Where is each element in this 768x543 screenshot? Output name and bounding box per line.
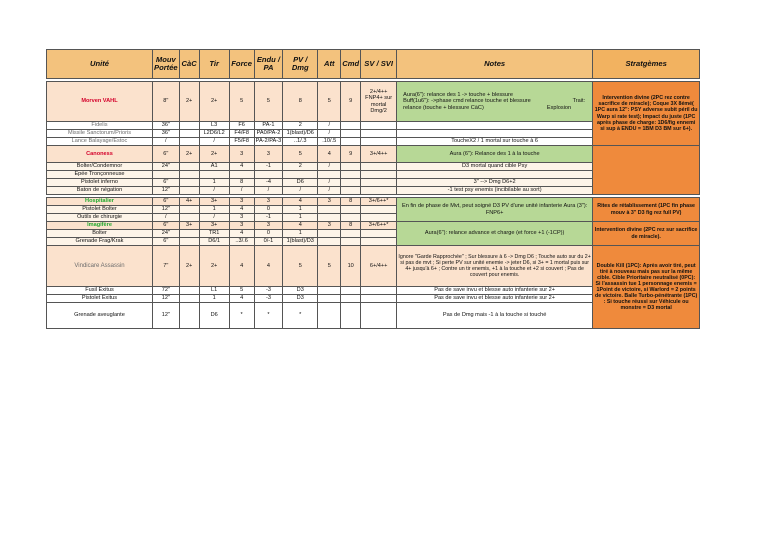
unit-notes: En fin de phase de Mvt, peut soigné D3 PV d'une unité infanterie Aura (3"): FNP6+ xyxy=(397,198,593,222)
stat-tir: 3+ xyxy=(199,222,229,230)
weapon-pv: ..1/.3 xyxy=(283,138,318,146)
header-cmd: Cmd xyxy=(341,50,361,79)
weapon-mouv: 36" xyxy=(153,122,180,130)
weapon-name: Grenade aveuglante xyxy=(47,303,153,329)
weapon-cmd xyxy=(341,287,361,295)
weapon-name: Baton de négation xyxy=(47,187,153,195)
weapon-sv xyxy=(361,303,397,329)
weapon-endu xyxy=(254,171,283,179)
unit-name: Canoness xyxy=(47,146,153,163)
unit-row-vindicare xyxy=(47,246,700,287)
weapon-cac xyxy=(179,187,199,195)
weapon-cac xyxy=(179,230,199,238)
weapon-name: Pistolet Exitus xyxy=(47,295,153,303)
weapon-endu: PA-2/PA-3 xyxy=(255,138,282,145)
weapon-att xyxy=(318,238,341,246)
stat-att: 4 xyxy=(318,146,341,163)
weapon-mouv: 12" xyxy=(153,303,180,329)
weapon-tir: 1 xyxy=(199,179,229,187)
stat-att: 5 xyxy=(318,82,341,122)
weapon-pv: * xyxy=(283,303,318,329)
weapon-cmd xyxy=(341,187,361,195)
weapon-name: Pistolet inferno xyxy=(47,179,153,187)
weapon-mouv: 6" xyxy=(153,238,180,246)
weapon-att: / xyxy=(318,187,341,195)
stat-att: 3 xyxy=(318,198,341,206)
stat-sv: 2+/4++ FNP4+ sur mortal Dmg/2 xyxy=(361,82,397,122)
weapon-name: Fusil Exitus xyxy=(47,287,153,295)
weapon-cmd xyxy=(341,238,361,246)
weapon-name: Lance Balayage/Estoc xyxy=(47,138,153,146)
weapon-cmd xyxy=(341,138,361,146)
weapon-mouv: / xyxy=(153,138,180,146)
stat-cac: 2+ xyxy=(179,246,199,287)
notes-text: Buff(1u6"): ->phase cmd relance touche et blessure xyxy=(403,98,531,105)
weapon-cac xyxy=(179,287,199,295)
stat-cac: 4+ xyxy=(179,198,199,206)
stat-pv: 8 xyxy=(283,82,318,122)
unit-notes: Aura (6"): Relance des 1 à la touche xyxy=(397,146,593,163)
weapon-endu: * xyxy=(254,303,283,329)
unit-row-canoness xyxy=(47,146,700,163)
header-cac: CàC xyxy=(179,50,199,79)
weapon-pv: / xyxy=(283,187,318,195)
weapon-name: Missile Sanctorum/Prioris xyxy=(47,130,153,138)
weapon-sv xyxy=(361,122,397,130)
stat-pv: 4 xyxy=(283,222,318,230)
weapon-mouv: 72" xyxy=(153,287,180,295)
notes-explosion: Explosion xyxy=(546,104,572,111)
weapon-cac xyxy=(179,138,199,146)
weapon-name: Grenade Frag/Krak xyxy=(47,238,153,246)
unit-notes: Ignore "Garde Rapprochée" ; Sur blessure à 6 -> Dmg D6 ; Touche auto sur du 2+ si pas de mvt ; Si perte PV sur unité enemie -> jeter D6, si 3+ = 1 mortal puis sur 4+ jusqu'à 6+ ; Contre un tir enemis, +1 à la touche et +2 si couvert ; Pas de couvert pour enemis. xyxy=(397,246,593,287)
stat-sv: 3+/4++ xyxy=(361,146,397,163)
stat-pv: 4 xyxy=(283,198,318,206)
weapon-notes: Pas de Dmg mais -1 à la touche si touché xyxy=(397,303,593,329)
stat-cmd: 8 xyxy=(341,222,361,230)
weapon-force: 4 xyxy=(229,295,254,303)
weapon-pv: D3 xyxy=(283,287,318,295)
weapon-cac xyxy=(179,206,199,214)
weapon-sv xyxy=(361,214,397,222)
header-strat: Stratgèmes xyxy=(593,50,700,79)
stat-cac: 3+ xyxy=(179,222,199,230)
weapon-cac xyxy=(179,171,199,179)
stat-att: 5 xyxy=(318,246,341,287)
weapon-mouv: 6" xyxy=(153,179,180,187)
weapon-cac xyxy=(179,122,199,130)
header-endu: Endu / PA xyxy=(254,50,283,79)
weapon-tir: / xyxy=(199,187,229,195)
weapon-endu: 0 xyxy=(254,206,283,214)
stat-cac: 2+ xyxy=(179,82,199,122)
weapon-notes: 3" --> Dmg D6+2 xyxy=(397,179,593,187)
unit-row-imagifere xyxy=(47,222,700,230)
stat-tir: 3+ xyxy=(199,198,229,206)
weapon-endu: PA0/PA-2 xyxy=(254,130,283,138)
unit-name: Imagifère xyxy=(47,222,153,230)
weapon-att: / xyxy=(318,163,341,171)
weapon-cmd xyxy=(341,122,361,130)
stat-force: 4 xyxy=(229,246,254,287)
weapon-cac xyxy=(179,295,199,303)
stat-tir: 2+ xyxy=(199,82,229,122)
weapon-mouv: 12" xyxy=(153,187,180,195)
weapon-cac xyxy=(179,238,199,246)
weapon-force: 8 xyxy=(229,179,254,187)
weapon-att: / xyxy=(318,130,341,138)
stat-cmd: 10 xyxy=(341,246,361,287)
weapon-notes xyxy=(397,171,593,179)
stat-cmd: 9 xyxy=(341,146,361,163)
unit-row-hospitalier xyxy=(47,198,700,206)
weapon-notes: Pas de save invu et blesse auto infanterie sur 2+ xyxy=(397,287,593,295)
notes-trait: Trait: xyxy=(572,98,586,105)
unit-strat: Intervention divine (2PC rez sur sacrifice de miracle). xyxy=(593,222,700,246)
weapon-endu: 0 xyxy=(254,230,283,238)
stat-pv: 5 xyxy=(283,146,318,163)
weapon-sv xyxy=(361,238,397,246)
weapon-notes: ToucheX2 / 1 mortal sur touche à 6 xyxy=(397,138,593,146)
weapon-att: .10/.5 xyxy=(318,138,341,146)
weapon-cac xyxy=(179,163,199,171)
unit-notes: Aura(6"): relance advance et charge (et force +1 (-1CP)) xyxy=(397,222,593,246)
weapon-sv xyxy=(361,206,397,214)
stat-sv: 3+/6++* xyxy=(361,222,397,230)
weapon-tir: D6/1 xyxy=(199,238,229,246)
weapon-cmd xyxy=(341,230,361,238)
header-force: Force xyxy=(229,50,254,79)
weapon-notes xyxy=(397,122,593,130)
weapon-pv: 2 xyxy=(283,163,318,171)
stat-mouv: 6" xyxy=(153,222,180,230)
weapon-force: F6 xyxy=(229,122,254,130)
stat-force: 3 xyxy=(229,198,254,206)
stat-cmd: 8 xyxy=(341,198,361,206)
weapon-att xyxy=(318,295,341,303)
weapon-force: 4 xyxy=(229,163,254,171)
weapon-force: 3 xyxy=(229,214,254,222)
stat-cmd: 9 xyxy=(341,82,361,122)
weapon-mouv: 24" xyxy=(153,230,180,238)
stat-endu: 3 xyxy=(254,146,283,163)
weapon-cmd xyxy=(341,163,361,171)
weapon-force: F5/F8 xyxy=(229,138,254,146)
weapon-notes xyxy=(397,130,593,138)
weapon-sv xyxy=(361,187,397,195)
weapon-cmd xyxy=(341,130,361,138)
weapon-endu: -1 xyxy=(254,163,283,171)
weapon-endu: -4 xyxy=(254,179,283,187)
unit-strat-empty xyxy=(593,146,700,195)
weapon-pv: 1(blast)/D3 xyxy=(283,238,318,246)
weapon-tir: L1 xyxy=(199,287,229,295)
weapon-name: Outils de chirurgie xyxy=(47,214,153,222)
weapon-notes: D3 mortal quand cible Psy xyxy=(397,163,593,171)
weapon-att xyxy=(318,287,341,295)
roster-sheet xyxy=(46,49,700,329)
weapon-sv xyxy=(361,171,397,179)
weapon-endu: -1 xyxy=(254,214,283,222)
weapon-tir: 1 xyxy=(199,206,229,214)
weapon-pv: D6 xyxy=(283,179,318,187)
stat-pv: 5 xyxy=(283,246,318,287)
weapon-force: 4 xyxy=(229,230,254,238)
weapon-att xyxy=(318,230,341,238)
weapon-name: Pistolet Bolter xyxy=(47,206,153,214)
weapon-sv xyxy=(361,230,397,238)
weapon-att: / xyxy=(318,179,341,187)
weapon-cmd xyxy=(341,171,361,179)
weapon-cmd xyxy=(341,295,361,303)
weapon-cmd xyxy=(341,214,361,222)
weapon-cmd xyxy=(341,303,361,329)
weapon-sv xyxy=(361,163,397,171)
weapon-tir: L2D6/L2 xyxy=(199,130,229,138)
weapon-cmd xyxy=(341,179,361,187)
weapon-name: Epée Tronçonneuse xyxy=(47,171,153,179)
stat-cac: 2+ xyxy=(179,146,199,163)
weapon-cac xyxy=(179,214,199,222)
stat-att: 3 xyxy=(318,222,341,230)
weapon-pv xyxy=(283,171,318,179)
stat-mouv: 6" xyxy=(153,146,180,163)
notes-text: relance (touche + blessure CàC) xyxy=(403,104,484,111)
weapon-sv xyxy=(361,295,397,303)
weapon-endu: -3 xyxy=(254,295,283,303)
stat-tir: 2+ xyxy=(199,246,229,287)
header-unit: Unité xyxy=(47,50,153,79)
stat-endu: 3 xyxy=(254,222,283,230)
stat-endu: 3 xyxy=(254,198,283,206)
unit-strat: Rites de rétablissement (1PC fin phase mouv à 3" D3 fig rez full PV) xyxy=(593,198,700,222)
weapon-att: / xyxy=(318,122,341,130)
weapon-tir: TR1 xyxy=(199,230,229,238)
roster-table xyxy=(46,49,700,329)
weapon-name: Bolter/Condemnor xyxy=(47,163,153,171)
weapon-tir: A1 xyxy=(199,163,229,171)
weapon-notes: -1 test psy enemis (incibilable au sort) xyxy=(397,187,593,195)
weapon-force: ..3/.6 xyxy=(229,238,254,246)
weapon-pv: 1(blast)/D6 xyxy=(283,130,318,138)
unit-name: Hospitalier xyxy=(47,198,153,206)
weapon-endu: PA-1 xyxy=(254,122,283,130)
stat-mouv: 7" xyxy=(153,246,180,287)
weapon-endu: / xyxy=(254,187,283,195)
weapon-mouv: 12" xyxy=(153,206,180,214)
weapon-tir xyxy=(199,171,229,179)
weapon-mouv xyxy=(153,171,180,179)
weapon-mouv: / xyxy=(153,214,180,222)
weapon-tir: / xyxy=(199,138,229,146)
weapon-force: 5 xyxy=(229,287,254,295)
weapon-force: * xyxy=(229,303,254,329)
weapon-name: Bolter xyxy=(47,230,153,238)
stat-endu: 4 xyxy=(254,246,283,287)
weapon-tir: / xyxy=(199,214,229,222)
stat-mouv: 6" xyxy=(153,198,180,206)
weapon-force xyxy=(229,171,254,179)
weapon-cac xyxy=(179,303,199,329)
header-notes: Notes xyxy=(397,50,593,79)
weapon-name: Fidelis xyxy=(47,122,153,130)
weapon-sv xyxy=(361,138,397,146)
stat-mouv: 8" xyxy=(153,82,180,122)
unit-row-vahl xyxy=(47,82,700,122)
weapon-force: 4 xyxy=(229,206,254,214)
weapon-force: F4/F8 xyxy=(229,130,254,138)
weapon-endu: -3 xyxy=(254,287,283,295)
weapon-force: / xyxy=(229,187,254,195)
weapon-pv: 1 xyxy=(283,206,318,214)
stat-force: 5 xyxy=(229,82,254,122)
unit-notes xyxy=(397,82,593,122)
unit-name: Vindicare Assassin xyxy=(47,246,153,287)
header-mouv: Mouv Portée xyxy=(153,50,180,79)
weapon-tir: L3 xyxy=(199,122,229,130)
unit-strat: Intervention divine (2PC rez contre sacrifice de miracle); Coque 3X 8émé( 1PC aura 12": PSY adverse subit péril du Warp si rate test); Impact du juste (1PC après phase de charge: 1D6/fig ennemi si sup à ENDU = 1BM D3 BM sur 6+). xyxy=(593,82,700,146)
weapon-sv xyxy=(361,287,397,295)
unit-strat: Double Kill (1PC): Après avoir tiré, peut tiré à nouveau mais pas sur la même cible. Cible Prioritaire neutralisé (0PC): Si l'assassin tue 1 personnage enemis = 1Point de victoire, si Warlord = 2 points de victoire. Balle Turbo-pénétrante (1PC) : Si touche réussi sur Véhicule ou monstre = D3 mortal xyxy=(593,246,700,329)
weapon-mouv: 24" xyxy=(153,163,180,171)
unit-name: Morven VAHL xyxy=(47,82,153,122)
stat-sv: 6+/4++ xyxy=(361,246,397,287)
weapon-cac xyxy=(179,179,199,187)
weapon-att xyxy=(318,303,341,329)
weapon-notes: Pas de save invu et blesse auto infanterie sur 2+ xyxy=(397,295,593,303)
weapon-sv xyxy=(361,130,397,138)
weapon-pv: D3 xyxy=(283,295,318,303)
stat-tir: 2+ xyxy=(199,146,229,163)
stat-endu: 5 xyxy=(254,82,283,122)
header-row xyxy=(47,50,700,79)
stat-force: 3 xyxy=(229,146,254,163)
notes-line: Aura(6"): relance des 1 -> touche + blessure xyxy=(403,91,514,98)
weapon-att xyxy=(318,171,341,179)
header-att: Att xyxy=(318,50,341,79)
weapon-pv: 2 xyxy=(283,122,318,130)
weapon-mouv: 36" xyxy=(153,130,180,138)
weapon-pv: 1 xyxy=(283,214,318,222)
weapon-cac xyxy=(179,130,199,138)
weapon-endu: 0/-1 xyxy=(254,238,283,246)
weapon-att xyxy=(318,214,341,222)
weapon-cmd xyxy=(341,206,361,214)
weapon-att xyxy=(318,206,341,214)
weapon-pv: 1 xyxy=(283,230,318,238)
header-sv: SV / SVI xyxy=(361,50,397,79)
stat-force: 3 xyxy=(229,222,254,230)
notes-line xyxy=(403,105,591,111)
header-tir: Tir xyxy=(199,50,229,79)
stat-sv: 3+/6++* xyxy=(361,198,397,206)
weapon-tir: D6 xyxy=(199,303,229,329)
weapon-tir: 1 xyxy=(199,295,229,303)
weapon-sv xyxy=(361,179,397,187)
header-pv: PV / Dmg xyxy=(283,50,318,79)
weapon-mouv: 12" xyxy=(153,295,180,303)
